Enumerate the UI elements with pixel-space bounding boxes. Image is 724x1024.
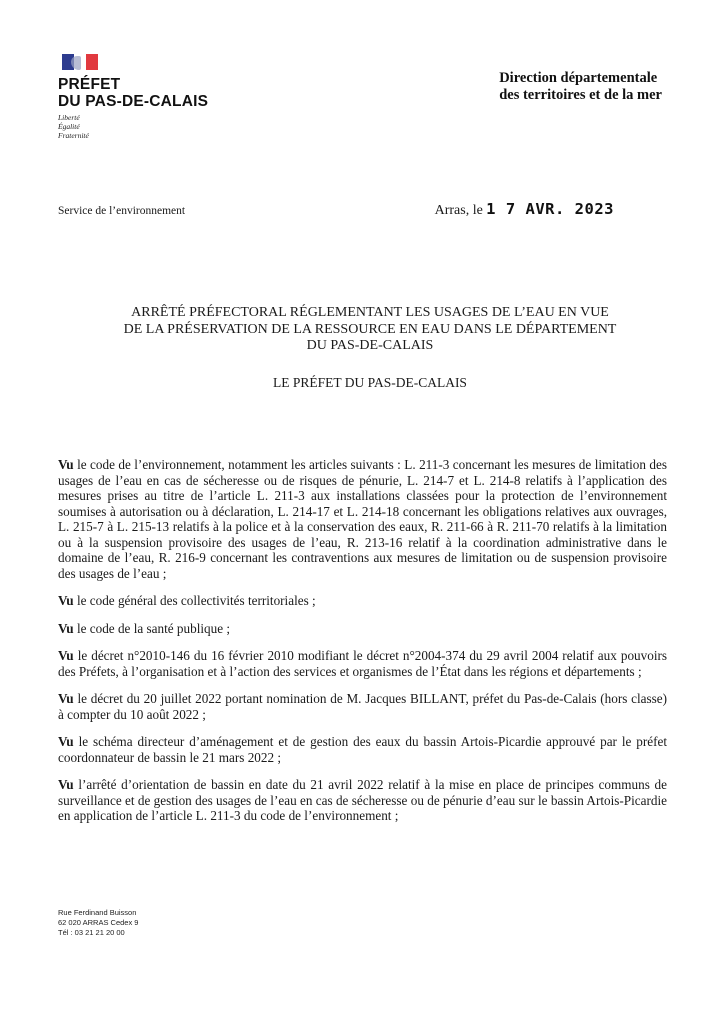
- direction-heading: [499, 70, 662, 104]
- direction-line2: des territoires et de la mer: [499, 87, 662, 103]
- prefecture-name-line1: PRÉFET: [58, 76, 121, 93]
- service-label: Service de l’environnement: [58, 205, 186, 217]
- consideration-paragraph: Vu le code de l’environnement, notamment les articles suivants : L. 211-3 concernant les mesures de limitation des usages de l’eau en cas de sécheresse ou de risques de pénurie, L. 214-7 et L. 214-8 relatifs à l’application des mesures prises au titre de l’article L. 211-3 aux installations classées pour la protection de l’environnement soumises à autorisation ou à déclaration, L. 214-17 et L. 214-18 concernant les obligations relatives aux ouvrages, L. 215-7 à L. 215-13 relatifs à la police et à la conservation des eaux, R. 211-66 à R. 211-70 relatifs à la limitation ou à la suspension provisoire des usages de l’eau, R. 213-16 relatif à la coordination administrative dans le domaine de l’eau, R. 216-9 concernant les contraventions aux mesures de limitation ou de suspension provisoire des usages de l’eau ;: [58, 457, 667, 581]
- motto-egalite: Égalité: [58, 122, 80, 131]
- consideration-paragraph: Vu le décret du 20 juillet 2022 portant nomination de M. Jacques BILLANT, préfet du Pas-de-Calais (hors classe) à compter du 10 août 2022 ;: [58, 691, 668, 722]
- title-line3: DU PAS-DE-CALAIS: [306, 338, 434, 353]
- consideration-paragraph: Vu le code général des collectivités territoriales ;: [58, 593, 316, 608]
- address-city: 62 020 ARRAS Cedex 9: [58, 918, 139, 927]
- address-street: Rue Ferdinand Buisson: [58, 908, 137, 917]
- marianne-flag-icon: [62, 54, 98, 70]
- direction-line1: Direction départementale: [499, 70, 658, 86]
- date-prefix: Arras, le: [434, 203, 483, 218]
- address-phone: Tél : 03 21 21 20 00: [58, 928, 125, 937]
- consideration-paragraph: Vu le décret n°2010-146 du 16 février 2010 modifiant le décret n°2004-374 du 29 avril 2004 relatif aux pouvoirs des Préfets, à l’organisation et à l’action des services et organismes de l’État dans les régions et départements ;: [58, 648, 668, 679]
- consideration-paragraph: Vu le schéma directeur d’aménagement et de gestion des eaux du bassin Artois-Picardie approuvé par le préfet coordonnateur de bassin le 21 mars 2022 ;: [58, 734, 668, 765]
- title-line1: ARRÊTÉ PRÉFECTORAL RÉGLEMENTANT LES USAGES DE L’EAU EN VUE: [131, 305, 609, 320]
- consideration-paragraph: Vu l’arrêté d’orientation de bassin en date du 21 avril 2022 relatif à la mise en place de principes communs de surveillance et de gestion des usages de l’eau en cas de sécheresse ou de pénurie d’eau sur le bassin Artois-Picardie en application de l’article L. 211-3 du code de l’environnement ;: [58, 777, 667, 823]
- date-stamp: 1 7 AVR. 2023: [486, 200, 614, 218]
- republic-motto: [58, 113, 208, 140]
- footer-address: [58, 908, 138, 938]
- considerations-body: [58, 457, 667, 836]
- consideration-paragraph: Vu le code de la santé publique ;: [58, 620, 231, 636]
- document-subtitle: LE PRÉFET DU PAS-DE-CALAIS: [273, 375, 467, 390]
- motto-liberte: Liberté: [58, 113, 80, 122]
- motto-fraternite: Fraternité: [58, 131, 89, 140]
- prefecture-logo: [58, 54, 208, 140]
- prefecture-name-line2: DU PAS-DE-CALAIS: [58, 93, 209, 110]
- title-line2: DE LA PRÉSERVATION DE LA RESSOURCE EN EAU DANS LE DÉPARTEMENT: [123, 321, 617, 337]
- date-line: [435, 200, 614, 219]
- document-title: [60, 305, 680, 355]
